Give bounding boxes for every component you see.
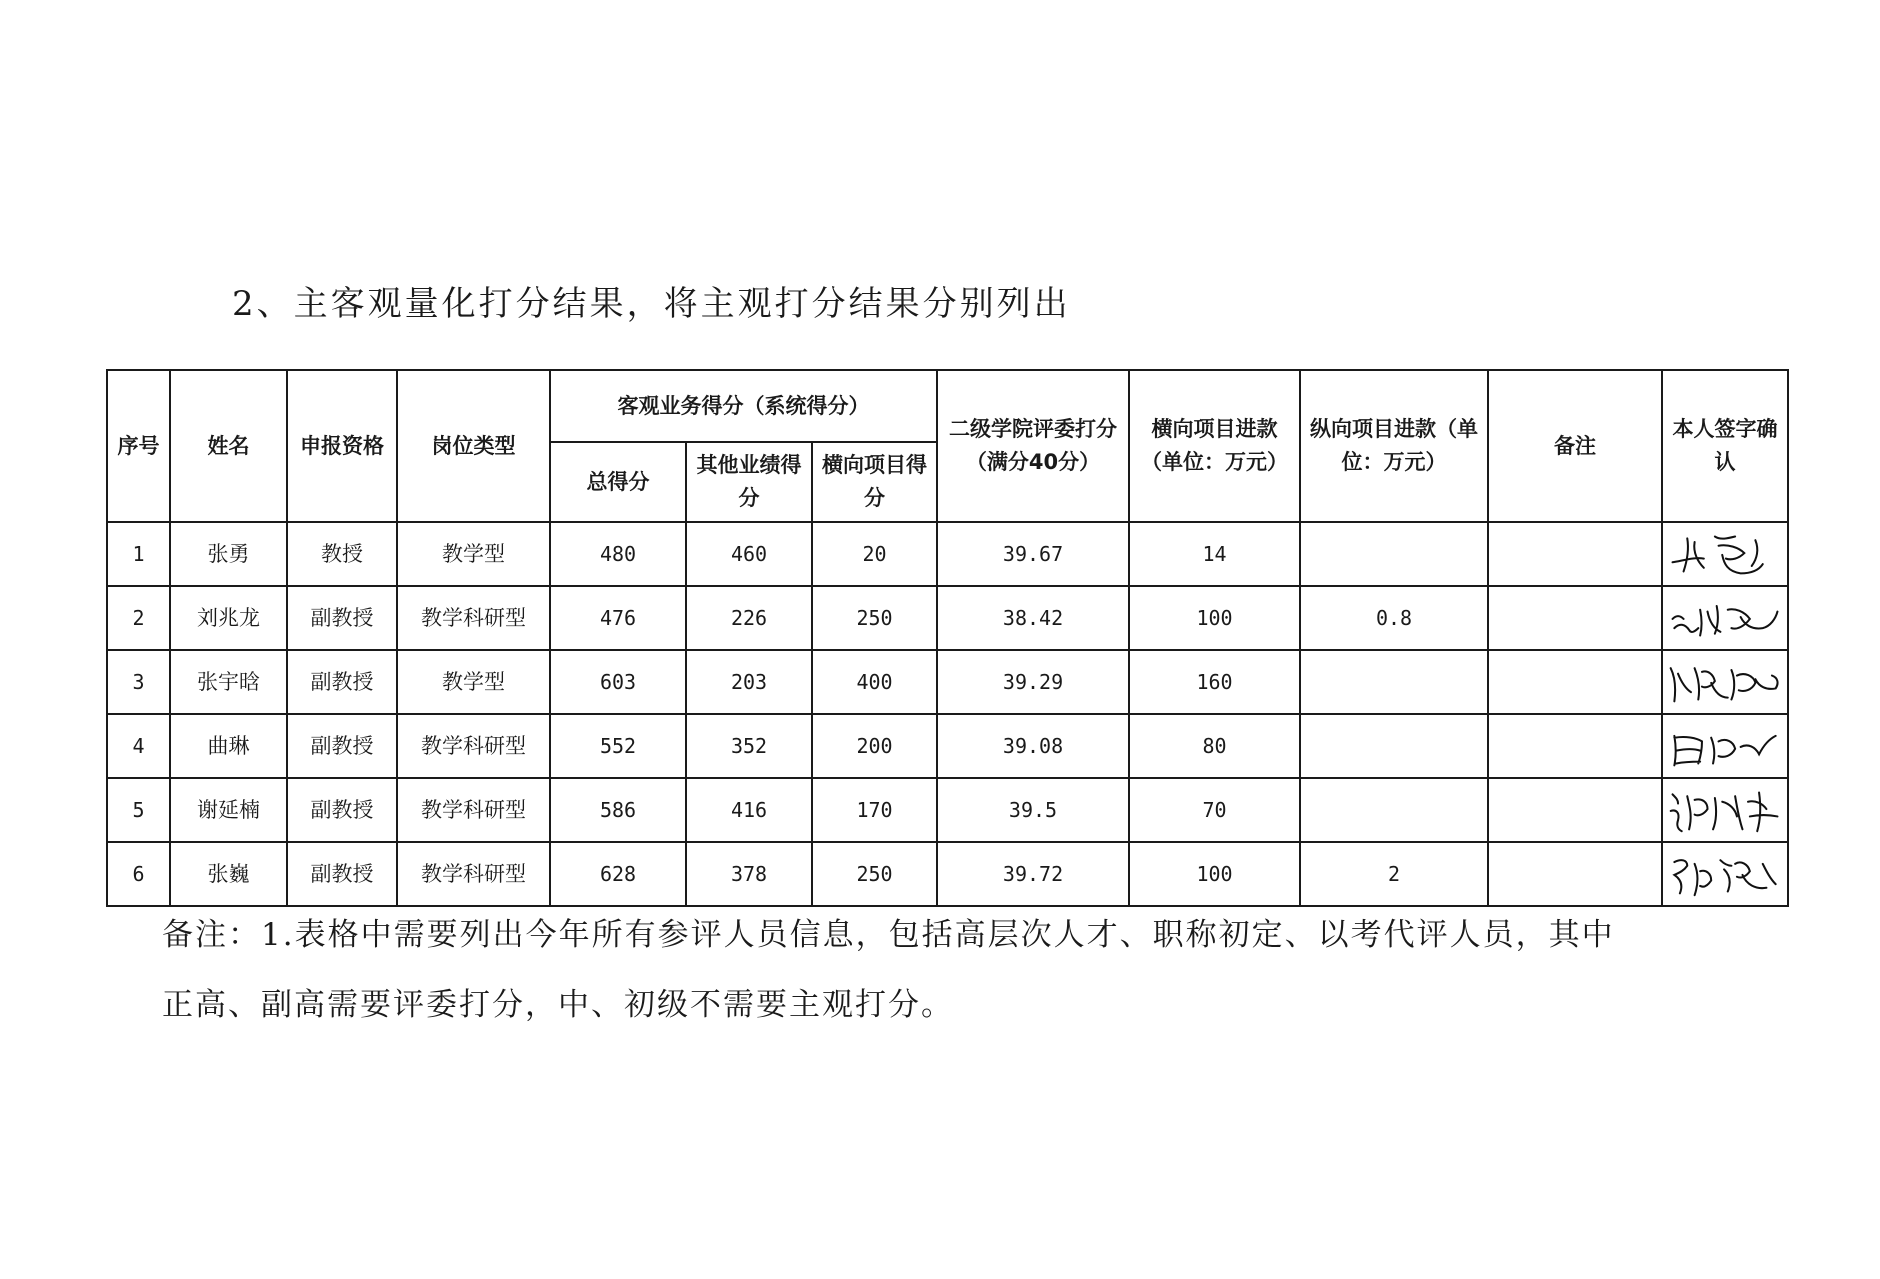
cell-position-type: 教学科研型 <box>397 842 550 906</box>
cell-vertical-funds <box>1300 714 1488 778</box>
cell-seq: 3 <box>107 650 170 714</box>
header-name: 姓名 <box>170 370 287 522</box>
cell-remarks <box>1488 714 1662 778</box>
cell-total-score: 586 <box>550 778 686 842</box>
footnote-line-1: 备注：1.表格中需要列出今年所有参评人员信息，包括高层次人才、职称初定、以考代评人员，其中 <box>162 917 1615 953</box>
header-other-score: 其他业绩得分 <box>686 442 812 522</box>
cell-committee-score: 39.5 <box>937 778 1129 842</box>
cell-signature <box>1662 714 1788 778</box>
header-horizontal-funds: 横向项目进款（单位：万元） <box>1129 370 1300 522</box>
cell-remarks <box>1488 842 1662 906</box>
cell-position-type: 教学科研型 <box>397 714 550 778</box>
cell-total-score: 603 <box>550 650 686 714</box>
cell-committee-score: 39.29 <box>937 650 1129 714</box>
header-vertical-funds: 纵向项目进款（单位：万元） <box>1300 370 1488 522</box>
cell-signature <box>1662 586 1788 650</box>
cell-signature <box>1662 522 1788 586</box>
cell-vertical-funds: 2 <box>1300 842 1488 906</box>
cell-seq: 5 <box>107 778 170 842</box>
cell-total-score: 628 <box>550 842 686 906</box>
cell-name: 曲琳 <box>170 714 287 778</box>
cell-seq: 1 <box>107 522 170 586</box>
cell-total-score: 480 <box>550 522 686 586</box>
cell-other-score: 352 <box>686 714 812 778</box>
cell-vertical-funds <box>1300 650 1488 714</box>
cell-remarks <box>1488 778 1662 842</box>
header-qualification: 申报资格 <box>287 370 397 522</box>
cell-remarks <box>1488 650 1662 714</box>
handwritten-signature <box>1667 781 1783 839</box>
cell-committee-score: 39.72 <box>937 842 1129 906</box>
cell-horizontal-score: 250 <box>812 842 937 906</box>
cell-horizontal-funds: 70 <box>1129 778 1300 842</box>
cell-qualification: 副教授 <box>287 842 397 906</box>
header-position-type: 岗位类型 <box>397 370 550 522</box>
table-row <box>107 842 1788 906</box>
cell-total-score: 552 <box>550 714 686 778</box>
cell-qualification: 副教授 <box>287 586 397 650</box>
cell-horizontal-score: 250 <box>812 586 937 650</box>
cell-remarks <box>1488 522 1662 586</box>
cell-committee-score: 39.67 <box>937 522 1129 586</box>
header-row-1 <box>107 370 1788 442</box>
cell-qualification: 教授 <box>287 522 397 586</box>
cell-committee-score: 39.08 <box>937 714 1129 778</box>
header-total-score: 总得分 <box>550 442 686 522</box>
cell-signature <box>1662 650 1788 714</box>
cell-other-score: 416 <box>686 778 812 842</box>
cell-name: 张巍 <box>170 842 287 906</box>
cell-name: 刘兆龙 <box>170 586 287 650</box>
footnote-line-2: 正高、副高需要评委打分，中、初级不需要主观打分。 <box>162 987 954 1023</box>
table-row <box>107 586 1788 650</box>
cell-horizontal-score: 200 <box>812 714 937 778</box>
cell-signature <box>1662 842 1788 906</box>
cell-vertical-funds: 0.8 <box>1300 586 1488 650</box>
header-signature: 本人签字确认 <box>1662 370 1788 522</box>
score-table <box>106 369 1789 907</box>
cell-horizontal-score: 20 <box>812 522 937 586</box>
cell-position-type: 教学型 <box>397 650 550 714</box>
header-objective-group: 客观业务得分（系统得分） <box>550 370 937 442</box>
header-horizontal-score: 横向项目得分 <box>812 442 937 522</box>
cell-name: 张勇 <box>170 522 287 586</box>
cell-total-score: 476 <box>550 586 686 650</box>
cell-position-type: 教学科研型 <box>397 586 550 650</box>
cell-seq: 2 <box>107 586 170 650</box>
table-row <box>107 522 1788 586</box>
cell-other-score: 226 <box>686 586 812 650</box>
cell-qualification: 副教授 <box>287 778 397 842</box>
cell-other-score: 378 <box>686 842 812 906</box>
cell-seq: 4 <box>107 714 170 778</box>
table-row <box>107 778 1788 842</box>
cell-horizontal-funds: 14 <box>1129 522 1300 586</box>
handwritten-signature <box>1667 717 1783 775</box>
cell-other-score: 460 <box>686 522 812 586</box>
handwritten-signature <box>1667 845 1783 903</box>
cell-position-type: 教学型 <box>397 522 550 586</box>
cell-committee-score: 38.42 <box>937 586 1129 650</box>
cell-position-type: 教学科研型 <box>397 778 550 842</box>
cell-horizontal-score: 170 <box>812 778 937 842</box>
cell-name: 谢延楠 <box>170 778 287 842</box>
cell-remarks <box>1488 586 1662 650</box>
cell-qualification: 副教授 <box>287 714 397 778</box>
cell-seq: 6 <box>107 842 170 906</box>
cell-horizontal-score: 400 <box>812 650 937 714</box>
table-row <box>107 650 1788 714</box>
cell-vertical-funds <box>1300 522 1488 586</box>
cell-signature <box>1662 778 1788 842</box>
cell-qualification: 副教授 <box>287 650 397 714</box>
handwritten-signature <box>1667 589 1783 647</box>
header-seq: 序号 <box>107 370 170 522</box>
table-row <box>107 714 1788 778</box>
cell-horizontal-funds: 100 <box>1129 842 1300 906</box>
handwritten-signature <box>1667 525 1783 583</box>
cell-horizontal-funds: 160 <box>1129 650 1300 714</box>
footnote <box>162 900 1762 1040</box>
header-remarks: 备注 <box>1488 370 1662 522</box>
cell-vertical-funds <box>1300 778 1488 842</box>
section-heading: 2、主客观量化打分结果，将主观打分结果分别列出 <box>232 284 1071 324</box>
cell-horizontal-funds: 100 <box>1129 586 1300 650</box>
header-committee-score: 二级学院评委打分（满分40分） <box>937 370 1129 522</box>
handwritten-signature <box>1667 653 1783 711</box>
cell-horizontal-funds: 80 <box>1129 714 1300 778</box>
cell-other-score: 203 <box>686 650 812 714</box>
cell-name: 张宇晗 <box>170 650 287 714</box>
